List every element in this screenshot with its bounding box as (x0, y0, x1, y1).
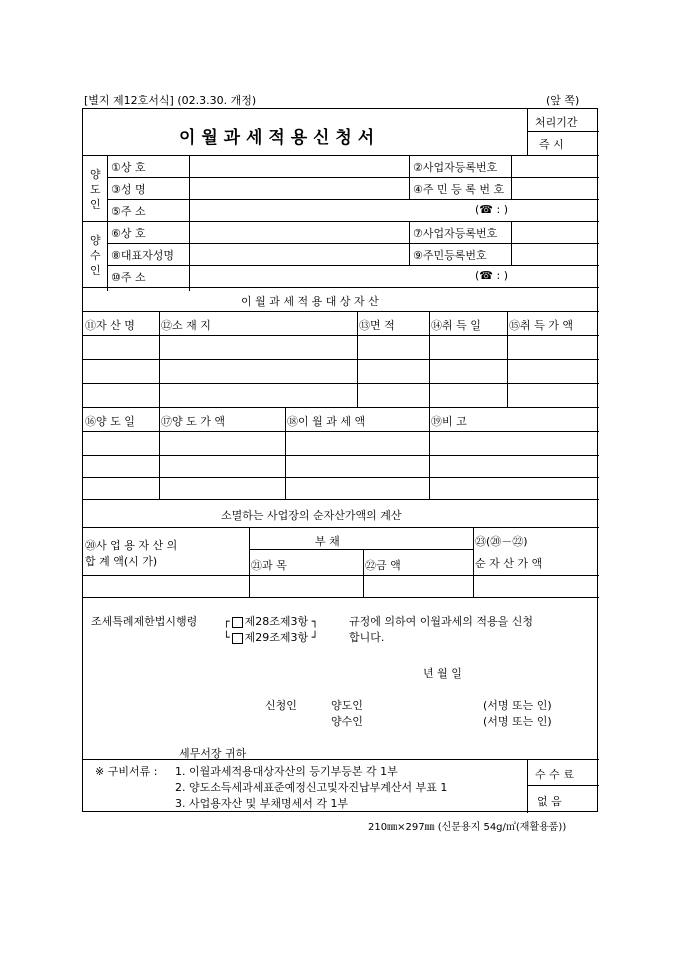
transferor-label-3: 인 (90, 198, 101, 211)
transferor-address-label: ⑤주 소 (111, 205, 146, 218)
transferee-label-3: 인 (90, 264, 101, 277)
col-transfer-date: ⑯양 도 일 (85, 415, 135, 428)
application-form: 이 월 과 세 적 용 신 청 서 처리기간 즉 시 양 도 인 ①상 호 ②사업자등록번호 ③성 명 ④주 민 등 록 번 호 ⑤주 소 (☎ : ) 양 수 인 ⑥상 호 ⑦사업자등록번호 ⑧대표자성명 ⑨주민등록번호 ⑩주 소 (☎ : ) 이 월 과 세 적 용 대 상 자 산 ⑪자 산 명 ⑫소 재 지 ⑬면 적 ⑭취 득 일 ⑮취 득 가 액 ⑯양 도 일 ⑰양 도 가 액 ⑱이 월 과 세 액 ⑲비 고 소멸하는 사업장의 순자산가액의 계산 ⑳사 업 용 자 산 의 합 계 액(시 가) 부 채 ㉑과 목 ㉒금 액 ㉓(⑳－㉒) 순 자 산 가 액 조세특례제한법시행령 ┌ 제28조제3항 ┐ └ 제29조제3항 ┘ 규정에 의하여 이월과세의 적용을 신청 합니다. 년 월 일 신청인 양도인 양수인 (서명 또는 인) (서명 또는 인) 세무서장 귀하 ※ 구비서류 : 1. 이월과세적용대상자산의 등기부등본 각 1부 2. 양도소득세과세표준예정신고및자진납부계산서 부표 1 3. 사업용자산 및 부채명세서 각 1부 수 수 료 없 음 (82, 108, 598, 812)
col-remarks: ⑲비 고 (431, 415, 467, 428)
asset-section-title: 이 월 과 세 적 용 대 상 자 산 (241, 295, 379, 308)
transferor-bizno-label: ②사업자등록번호 (413, 161, 498, 174)
transferor-phone: (☎ : ) (475, 203, 508, 216)
applicant-transferee: 양수인 (331, 715, 363, 728)
transferee-phone: (☎ : ) (475, 269, 508, 282)
option-article29: 제29조제3항 (244, 631, 309, 644)
fee-label: 수 수 료 (535, 768, 574, 781)
sign-transferor: (서명 또는 인) (483, 699, 552, 712)
page-side: (앞 쪽) (546, 94, 580, 107)
col-location: ⑫소 재 지 (161, 319, 211, 332)
transferor-label-1: 양 (90, 168, 101, 181)
sign-transferee: (서명 또는 인) (483, 715, 552, 728)
col-asset-name: ⑪자 산 명 (85, 319, 135, 332)
attachment-1: 1. 이월과세적용대상자산의 등기부등본 각 1부 (175, 765, 398, 778)
col-acq-date: ⑭취 득 일 (431, 319, 481, 332)
netasset-section-title: 소멸하는 사업장의 순자산가액의 계산 (221, 509, 402, 522)
paper-spec: 210㎜×297㎜ (신문용지 54g/㎡(재활용품)) (368, 822, 567, 833)
transferee-bizno-label: ⑦사업자등록번호 (413, 227, 498, 240)
option-article28: 제28조제3항 (244, 615, 309, 628)
attachments-label: ※ 구비서류 : (95, 765, 158, 778)
transferee-rep-label: ⑧대표자성명 (111, 249, 174, 262)
processing-period-value: 즉 시 (539, 138, 564, 151)
business-asset-label-1: ⑳사 업 용 자 산 의 (85, 539, 178, 552)
net-asset-label: 순 자 산 가 액 (475, 557, 543, 570)
date-line: 년 월 일 (423, 667, 462, 680)
transferee-label-1: 양 (90, 234, 101, 247)
transferee-address-label: ⑩주 소 (111, 271, 146, 284)
applicant-transferor: 양도인 (331, 699, 363, 712)
transferee-label-2: 수 (90, 249, 101, 262)
form-title: 이 월 과 세 적 용 신 청 서 (179, 128, 375, 148)
applicant-label: 신청인 (265, 699, 297, 712)
liabilities-label: 부 채 (315, 535, 340, 548)
checkbox-article29[interactable] (232, 633, 243, 644)
form-number: [별지 제12호서식] (02.3.30. 개정) (84, 94, 257, 107)
law-name: 조세특례제한법시행령 (91, 615, 198, 628)
tax-office-addressee: 세무서장 귀하 (179, 747, 247, 760)
col-area: ⑬면 적 (359, 319, 395, 332)
col-transfer-price: ⑰양 도 가 액 (161, 415, 225, 428)
attachment-2: 2. 양도소득세과세표준예정신고및자진납부계산서 부표 1 (175, 781, 448, 794)
net-asset-formula: ㉓(⑳－㉒) (475, 535, 528, 548)
transferor-company-label: ①상 호 (111, 161, 146, 174)
processing-period-label: 처리기간 (535, 116, 578, 129)
transferee-resno-label: ⑨주민등록번호 (413, 249, 487, 262)
transferor-label-2: 도 (90, 183, 101, 196)
liab-amount-label: ㉒금 액 (365, 559, 401, 572)
transferor-name-label: ③성 명 (111, 183, 146, 196)
liab-item-label: ㉑과 목 (251, 559, 287, 572)
col-carryover-tax: ⑱이 월 과 세 액 (287, 415, 366, 428)
transferor-resno-label: ④주 민 등 록 번 호 (413, 183, 505, 196)
business-asset-label-2: 합 계 액(시 가) (85, 555, 158, 568)
transferee-company-label: ⑥상 호 (111, 227, 146, 240)
attachment-3: 3. 사업용자산 및 부채명세서 각 1부 (175, 797, 349, 810)
application-text-2: 합니다. (349, 631, 385, 644)
fee-value: 없 음 (537, 795, 562, 808)
col-acq-price: ⑮취 득 가 액 (509, 319, 573, 332)
checkbox-article28[interactable] (232, 617, 243, 628)
application-text-1: 규정에 의하여 이월과세의 적용을 신청 (349, 615, 534, 628)
